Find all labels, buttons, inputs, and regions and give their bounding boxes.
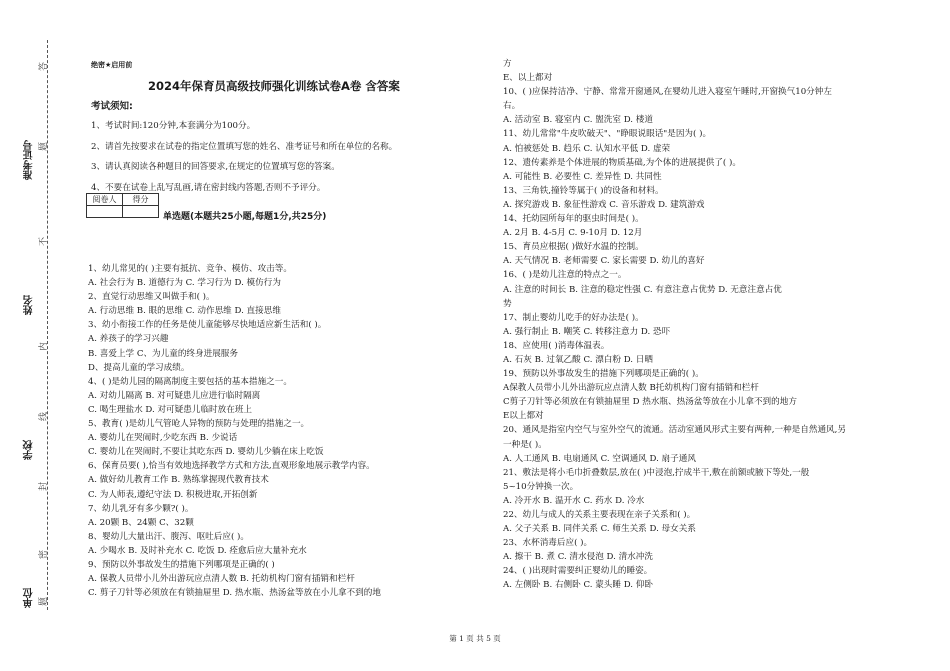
question-line: A. 20颗 B、24颗 C、32颗 — [88, 517, 194, 528]
question-line: A. 强行制止 B. 嘲笑 C. 转移注意力 D. 恐吓 — [503, 326, 671, 337]
question-line: A. 养孩子的学习兴趣 — [88, 334, 169, 345]
seal-char: 密 — [39, 549, 50, 560]
question-line: A. 冷开水 B. 温开水 C. 药水 D. 冷水 — [503, 495, 645, 506]
question-line: 右。 — [503, 101, 521, 112]
question-line: 15、育员应根据( )做好水温的控制。 — [503, 242, 644, 253]
question-line: 16、( )是幼儿注意的特点之一。 — [503, 270, 627, 281]
question-line: 14、托幼园所每年的驱虫时间是( )。 — [503, 214, 644, 225]
page-footer: 第 1 页 共 5 页 — [449, 634, 501, 643]
question-line: A. 社会行为 B. 道德行为 C. 学习行为 D. 模仿行为 — [88, 278, 281, 289]
question-line: 2、直觉行动思维又叫做手和( )。 — [88, 292, 215, 303]
question-line: A. 父子关系 B. 同伴关系 C. 师生关系 D. 母女关系 — [503, 524, 696, 535]
question-line: 5~10分钟换一次。 — [503, 481, 579, 492]
seal-char: 线 — [39, 411, 50, 422]
question-line: A保教人员带小儿外出游玩应点清人数 B托幼机构门窗有插销和栏杆 — [503, 383, 759, 394]
page-title: 2024年保育员高级技师强化训练试卷A卷 含答案 — [148, 79, 400, 93]
question-line: 6、保育员要( ),恰当有效地选择教学方式和方法,直观形象地展示教学内容。 — [88, 461, 375, 472]
question-line: A. 少喝水 B. 及时补充水 C. 吃饭 D. 痊愈后应大量补充水 — [88, 545, 307, 556]
notice-item: 1、考试时间:120分钟,本套满分为100分。 — [91, 121, 256, 131]
candidate-number-label: 准考证号 — [24, 140, 35, 180]
notice-item: 4、不要在试卷上乱写乱画,请在密封线内答题,否则不予评分。 — [91, 182, 326, 193]
question-line: A. 婴幼儿在哭闹时,少吃东西 B. 少说话 — [88, 433, 238, 444]
question-line: A. 天气情况 B. 老师需要 C. 家长需要 D. 幼儿的喜好 — [503, 256, 705, 267]
question-line: A. 对幼儿隔离 B. 对可疑患儿应进行临时隔离 — [88, 390, 261, 401]
question-line: 方 — [503, 59, 512, 69]
question-line: 势 — [503, 298, 512, 309]
question-line: D、提高儿童的学习成绩。 — [88, 362, 190, 373]
question-line: E以上都对 — [503, 411, 544, 422]
question-line: A. 可能性 B. 必要性 C. 差异性 D. 共同性 — [503, 171, 662, 182]
question-line: C. 剪子刀针等必须放在有锁抽屉里 D. 热水瓶、热汤盆等放在小儿拿不到的地 — [88, 588, 381, 599]
question-line: 13、三角铁,撞铃等属于( )的设备和材料。 — [503, 185, 664, 196]
question-line: C. 为人师表,遵纪守法 D. 积极进取,开拓创新 — [88, 489, 258, 500]
question-line: A. 左侧卧 B. 右侧卧 C. 蒙头睡 D. 仰卧 — [503, 580, 653, 591]
question-line: 4、( )是幼儿园的隔离制度主要包括的基本措施之一。 — [88, 376, 292, 387]
question-line: 19、预防以外事故发生的措施下列哪项是正确的( )。 — [503, 369, 704, 380]
seal-char: 题 — [39, 596, 50, 607]
notice-list — [91, 116, 397, 198]
question-line: 24、( )出现时需要纠正婴幼儿的睡姿。 — [503, 566, 653, 577]
seal-char: 答 — [39, 61, 50, 72]
seal-char: 题 — [39, 141, 50, 152]
question-line: A. 怕被惩处 B. 趋乐 C. 认知水平低 D. 虚荣 — [503, 143, 671, 154]
question-line: 22、幼儿与成人的关系主要表现在亲子关系和( )。 — [503, 510, 696, 520]
question-line: 9、预防以外事故发生的措施下列哪项是正确的( ) — [88, 559, 275, 570]
reviewer-blank[interactable] — [87, 206, 123, 218]
binding-line — [47, 40, 48, 610]
section-heading: 单选题(本题共25小题,每题1分,共25分) — [163, 212, 327, 222]
question-line: C. 婴幼儿在哭闹时,不要让其吃东西 D. 婴幼儿少躺在床上吃饭 — [88, 447, 324, 458]
question-line: A. 做好幼儿教育工作 B. 熟练掌握现代教育技术 — [88, 475, 269, 486]
question-line: 17、制止婴幼儿吃手的好办法是( )。 — [503, 312, 644, 323]
notice-item: 2、请首先按要求在试卷的指定位置填写您的姓名、准考证号和所在单位的名称。 — [91, 141, 398, 152]
seal-char: 内 — [39, 341, 50, 352]
question-line: 10、( )应保持洁净、宁静、常常开窗通风,在婴幼儿进入寝室午睡时,开窗换气10分钟左 — [503, 87, 832, 98]
question-line: C剪子刀针等必须放在有锁抽屉里 D 热水瓶、热汤盆等放在小儿拿不到的地方 — [503, 397, 797, 408]
score-blank[interactable] — [123, 206, 159, 218]
question-line: 一种是( )。 — [503, 439, 547, 450]
question-line: A. 行动思维 B. 眼的思维 C. 动作思维 D. 直接思维 — [88, 306, 281, 317]
question-line: 1、幼儿常见的( )主要有抵抗、竞争、模仿、攻击等。 — [88, 264, 292, 274]
question-line: A. 注意的时间长 B. 注意的稳定性强 C. 有意注意占优势 D. 无意注意占优 — [503, 284, 782, 295]
score-cell: 得分 — [123, 194, 159, 206]
question-line: A. 擦干 B. 煮 C. 清水侵泡 D. 清水冲洗 — [503, 552, 653, 563]
seal-char: 不 — [39, 236, 50, 247]
question-line: A. 探究游戏 B. 象征性游戏 C. 音乐游戏 D. 建筑游戏 — [503, 199, 705, 210]
right-column — [503, 57, 846, 593]
question-line: C. 喝生理盐水 D. 对可疑患儿临时放在班上 — [88, 404, 253, 415]
left-column — [88, 262, 381, 600]
question-line: 18、应使用( )消毒体温表。 — [503, 340, 610, 351]
seal-char: 封 — [39, 481, 50, 492]
question-line: A. 人工通风 B. 电扇通风 C. 空调通风 D. 扇子通风 — [503, 453, 696, 464]
question-line: A. 石灰 B. 过氧乙酸 C. 漂白粉 D. 日晒 — [503, 354, 653, 365]
question-line: A. 活动室 B. 寝室内 C. 盥洗室 D. 楼道 — [503, 115, 653, 126]
unit-label: 单位 — [24, 588, 35, 608]
question-line: 23、水杯消毒后应( )。 — [503, 538, 593, 549]
question-line: 5、教育( )是幼儿气管呛人异物的预防与处理的措施之一。 — [88, 419, 310, 430]
question-line: E、以上都对 — [503, 73, 553, 84]
question-line: 12、遗传素养是个体进展的物质基础,为个体的进展提供了( )。 — [503, 157, 741, 168]
question-line: 21、敷法是将小毛巾折叠数层,放在( )中浸泡,拧成半干,敷在前额或腋下等处,一般 — [503, 467, 810, 478]
name-label: 姓名 — [24, 295, 35, 315]
notice-item: 3、请认真阅读各种题目的回答要求,在规定的位置填写您的答案。 — [91, 162, 340, 172]
school-label: 学校 — [24, 440, 35, 460]
question-line: B. 喜爱上学 C、为儿童的终身进展服务 — [88, 348, 238, 359]
question-line: 3、幼小衔接工作的任务是使儿童能够尽快地适应新生活和( )。 — [88, 320, 327, 331]
secret-mark: 绝密★启用前 — [91, 61, 133, 69]
question-line: A. 保教人员带小儿外出游玩应点清人数 B. 托幼机构门窗有插销和栏杆 — [88, 574, 355, 585]
question-line: 20、通风是指室内空气与室外空气的流通。活动室通风形式主要有两种,一种是自然通风,另 — [503, 425, 846, 436]
question-line: 8、婴幼儿大量出汗、腹泻、呕吐后应( )。 — [88, 531, 249, 542]
notice-heading: 考试须知: — [91, 101, 133, 112]
question-line: 11、幼儿常常"牛皮吹破天"、"睁眼说眼话"是因为( )。 — [503, 129, 712, 140]
reviewer-cell: 阅卷人 — [87, 194, 123, 206]
question-line: A. 2月 B. 4-5月 C. 9-10月 D. 12月 — [503, 228, 643, 239]
question-line: 7、幼儿乳牙有多少颗?( )。 — [88, 503, 194, 514]
score-table — [86, 193, 159, 218]
